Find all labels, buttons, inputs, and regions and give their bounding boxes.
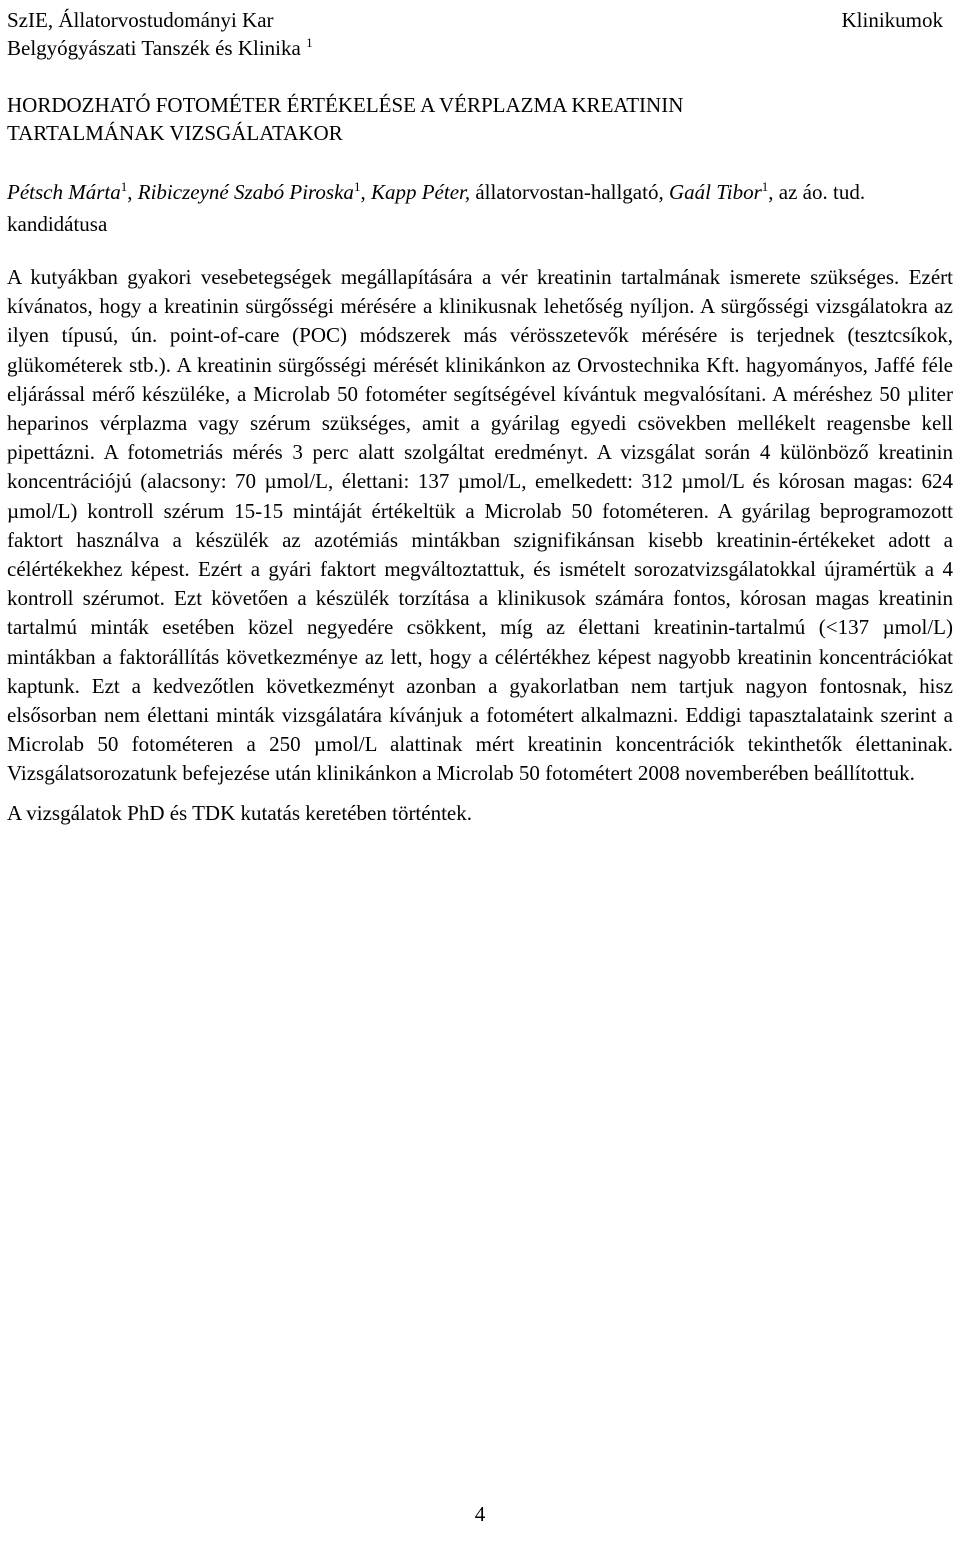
article-title xyxy=(7,91,947,147)
author-separator: , xyxy=(360,180,371,204)
page-number: 4 xyxy=(474,1502,486,1526)
author-4-affiliation: 1 xyxy=(761,179,769,194)
section-label: Klinikumok xyxy=(841,8,943,32)
abstract-body xyxy=(7,263,953,828)
author-4-role: , az áo. tud. kandidátusa xyxy=(7,180,866,236)
author-list xyxy=(7,176,953,240)
header-institution-block xyxy=(7,6,313,62)
author-4: Gaál Tibor xyxy=(668,180,762,204)
author-1-affiliation: 1 xyxy=(120,179,128,194)
article-title-line-1: HORDOZHATÓ FOTOMÉTER ÉRTÉKELÉSE A VÉRPLAZMA KREATININ xyxy=(7,93,684,117)
author-3-role: állatorvostan-hallgató, xyxy=(470,180,669,204)
author-separator: , xyxy=(127,180,138,204)
author-2: Ribiczeyné Szabó Piroska xyxy=(137,180,354,204)
abstract-paragraph: A kutyákban gyakori vesebetegségek megállapítására a vér kreatinin tartalmának ismerete szükséges. Ezért kívánatos, hogy a kreatinin sürgősségi mérésére a klinikusnak lehetőség nyíljon. A sürgősségi vizsgálatokra az ilyen típusú, ún. point-of-care (POC) módszerek más vérösszetevők mérésére is terjednek (tesztcsíkok, glükométerek stb.). A kreatinin sürgősségi mérését klinikánkon az Orvostechnika Kft. hagyományos, Jaffé féle eljárással mérő készüléke, a Microlab 50 fotométer segítségével kívántuk megvalósítani. A méréshez 50 µliter heparinos vérplazma vagy szérum szükséges, amit a gyárilag egyedi csövekben mellékelt reagensbe kell pipettázni. A fotometriás mérés 3 perc alatt szolgáltat eredményt. A vizsgálat során 4 különböző kreatinin koncentrációjú (alacsony: 70 µmol/L, élettani: 137 µmol/L, emelkedett: 312 µmol/L és kórosan magas: 624 µmol/L) kontroll szérum 15-15 mintáját értékeltük a Microlab 50 fotométeren. A gyárilag beprogramozott faktort használva a készülék az azotémiás mintákban szignifikánsan kisebb kreatinin-értékeket adott a célértékekhez képest. Ezért a gyári faktort megváltoztattuk, és ismételt sorozatvizsgálatokkal újramértük a 4 kontroll szérumot. Ezt követően a készülék torzítása a klinikusok számára fontos, kórosan magas kreatinin tartalmú minták esetében közel negyedére csökkent, míg az élettani kreatinin-tartalmú (<137 µmol/L) mintákban a faktorállítás következménye az lett, hogy a célértékhez képest nagyobb kreatinin koncentrációkat kaptunk. Ezt a kedvezőtlen következményt azonban a gyakorlatban nem tartjuk nagyon fontosnak, hisz elsősorban nem élettani minták vizsgálatára kívánjuk a fotométert alkalmazni. Eddigi tapasztalataink szerint a Microlab 50 fotométeren a 250 µmol/L alattinak mért kreatinin koncentrációk tekinthetők élettaninak. Vizsgálatsorozatunk befejezése után klinikánkon a Microlab 50 fotométert 2008 novemberében beállítottuk. xyxy=(7,265,953,786)
department-name xyxy=(7,34,313,62)
department-label: Belgyógyászati Tanszék és Klinika xyxy=(7,36,301,60)
author-3: Kapp Péter, xyxy=(370,180,471,204)
funding-note: A vizsgálatok PhD és TDK kutatás keretében történtek. xyxy=(7,800,472,825)
department-affiliation-mark: 1 xyxy=(306,35,313,50)
author-2-affiliation: 1 xyxy=(353,179,361,194)
institution-name: SzIE, Állatorvostudományi Kar xyxy=(7,8,274,32)
author-1: Pétsch Márta xyxy=(7,180,121,204)
article-title-line-2: TARTALMÁNAK VIZSGÁLATAKOR xyxy=(7,121,343,145)
